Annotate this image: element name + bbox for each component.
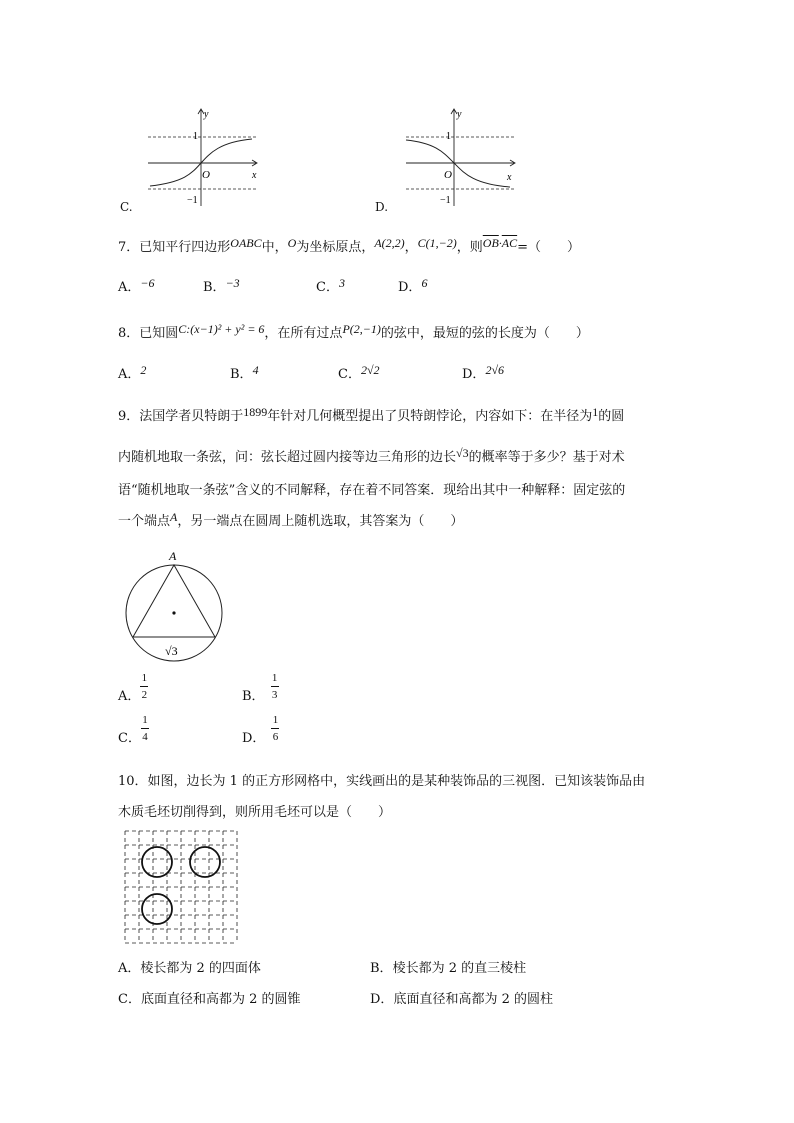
option-value: 4: [252, 363, 259, 377]
q7-option-c[interactable]: [316, 276, 345, 295]
graph-d: [398, 104, 523, 208]
q8-prefix: 8．已知圆: [118, 326, 179, 341]
denominator: 4: [142, 731, 148, 743]
q9-radius: 1: [592, 405, 599, 419]
option-letter: C．: [118, 731, 141, 746]
option-letter: D．: [398, 280, 422, 295]
q7-option-a[interactable]: [118, 276, 155, 295]
tick-neg1: −1: [187, 195, 198, 206]
option-value: 2√2: [360, 363, 380, 377]
q9-text: ，另一端点在圆周上随机选取，其答案为（ ）: [177, 514, 464, 529]
q7-mid3: ，则: [456, 240, 483, 255]
denominator: 2: [141, 689, 148, 701]
option-value: −6: [140, 276, 155, 290]
q7-prefix: 7．已知平行四边形: [118, 240, 231, 255]
q7-mid1: 中，: [261, 240, 288, 255]
curve: [406, 140, 510, 187]
inscribed-triangle: [133, 565, 215, 637]
numerator: 1: [142, 714, 148, 726]
q9-text: 年针对几何概型提出了贝特朗悖论，内容如下：在半径为: [267, 409, 593, 424]
q10-option-a[interactable]: [118, 957, 261, 976]
q9-text: 一个端点: [118, 514, 171, 529]
q8-option-d[interactable]: [462, 363, 504, 382]
q7-shape: OABC: [230, 236, 262, 250]
q9-line-3: 语“随机地取一条弦”含义的不同解释，存在着不同答案．现给出其中一种解释：固定弦的: [118, 483, 626, 498]
option-value: 2√6: [485, 363, 505, 377]
numerator: 1: [141, 672, 148, 684]
option-text: 底面直径和高都为 2 的圆柱: [393, 992, 553, 1007]
origin-label: O: [444, 169, 452, 181]
q9-text: 的概率等于多少？基于对术: [468, 450, 625, 465]
numerator: 1: [272, 714, 279, 726]
q8-option-c[interactable]: [338, 363, 380, 382]
option-letter: C．: [338, 367, 361, 382]
q7-option-d[interactable]: [398, 276, 427, 295]
vertex-a-label: A: [169, 549, 177, 563]
q9-option-c[interactable]: [118, 714, 149, 753]
q7-point-c: C(1,−2): [417, 236, 457, 250]
q9-option-a[interactable]: [118, 672, 148, 711]
option-text: 底面直径和高都为 2 的圆锥: [140, 992, 301, 1007]
origin-label: O: [202, 169, 210, 181]
option-c-letter: C.: [120, 200, 133, 214]
q9-year: 1899: [243, 405, 268, 419]
option-letter: C．: [118, 992, 141, 1007]
center-point: [172, 611, 175, 614]
tick-neg1: −1: [440, 195, 451, 206]
y-axis-label: y: [457, 109, 462, 120]
q9-option-d[interactable]: [242, 714, 279, 753]
q10-line-1: 10．如图，边长为 1 的正方形网格中，实线画出的是某种装饰品的三视图．已知该装饰品由: [118, 774, 646, 789]
option-letter: A．: [118, 367, 141, 382]
q7-vector-ob: $\overline{OB}$: [482, 236, 499, 250]
q9-figure: [120, 546, 230, 666]
q7-vector-ac: $\overline{AC}$: [501, 236, 518, 250]
side-view-circle: [190, 847, 220, 877]
front-view-circle: [142, 847, 172, 877]
q8-option-b[interactable]: [230, 363, 259, 382]
option-letter: A．: [118, 280, 141, 295]
option-letter: D．: [370, 992, 394, 1007]
grid-lines: [125, 831, 237, 943]
q7-mid2: 为坐标原点，: [296, 240, 375, 255]
numerator: 1: [271, 672, 278, 684]
q7-option-b[interactable]: [203, 276, 240, 295]
q9-endpoint: A: [170, 510, 178, 524]
q7-dot: ·: [498, 236, 502, 250]
option-letter: B．: [370, 961, 393, 976]
q9-line-1: [118, 405, 624, 424]
q8-circle-equation: C:(x−1)² + y² = 6: [178, 322, 265, 336]
q8-option-a[interactable]: [118, 363, 146, 382]
q9-line-4: [118, 510, 463, 529]
question-8-stem: [118, 322, 589, 341]
option-letter: A．: [118, 689, 141, 704]
q9-text: 的圆: [598, 409, 625, 424]
q8-tail: 的弦中，最短的弦的长度为（ ）: [380, 326, 589, 341]
q9-text: 内随机地取一条弦，问：弦长超过圆内接等边三角形的边长: [118, 450, 457, 465]
x-axis-label: x: [507, 172, 512, 183]
option-value: −3: [225, 276, 240, 290]
option-letter: D．: [462, 367, 486, 382]
option-letter: A．: [118, 961, 141, 976]
q10-option-c[interactable]: [118, 988, 301, 1007]
q9-text: 9．法国学者贝特朗于: [118, 409, 244, 424]
question-7-stem: [118, 236, 580, 255]
option-letter: C．: [316, 280, 339, 295]
option-letter: B．: [242, 689, 265, 704]
option-d-letter: D.: [375, 200, 389, 214]
top-view-circle: [142, 894, 172, 924]
x-axis-label: x: [252, 170, 257, 181]
q8-mid: ，在所有过点: [264, 326, 343, 341]
q7-tail: =（ ）: [517, 240, 581, 255]
tick-1: 1: [446, 131, 451, 142]
y-axis-label: y: [204, 109, 209, 120]
q7-sep: ，: [404, 240, 418, 255]
option-text: 棱长都为 2 的直三棱柱: [392, 961, 527, 976]
q7-origin: O: [287, 236, 297, 250]
q8-point: P(2,−1): [342, 322, 381, 336]
three-view-grid: [124, 830, 238, 944]
option-value: 3: [338, 276, 345, 290]
q9-line-2: [118, 446, 625, 465]
q10-option-b[interactable]: [370, 957, 526, 976]
base-length-label: √3: [165, 644, 178, 658]
option-value: 2: [140, 363, 147, 377]
denominator: 6: [272, 731, 279, 743]
graph-c: [140, 104, 265, 208]
option-letter: D．: [242, 731, 266, 746]
q9-side: √3: [456, 446, 469, 460]
option-text: 棱长都为 2 的四面体: [140, 961, 261, 976]
q10-option-d[interactable]: [370, 988, 553, 1007]
option-letter: B．: [230, 367, 253, 382]
denominator: 3: [271, 689, 278, 701]
q9-option-b[interactable]: [242, 672, 279, 711]
tick-1: 1: [193, 131, 198, 142]
option-letter: B．: [203, 280, 226, 295]
option-value: 6: [421, 276, 428, 290]
q7-point-a: A(2,2): [374, 236, 405, 250]
q10-line-2: 木质毛坯切削得到，则所用毛坯可以是（ ）: [118, 805, 392, 820]
